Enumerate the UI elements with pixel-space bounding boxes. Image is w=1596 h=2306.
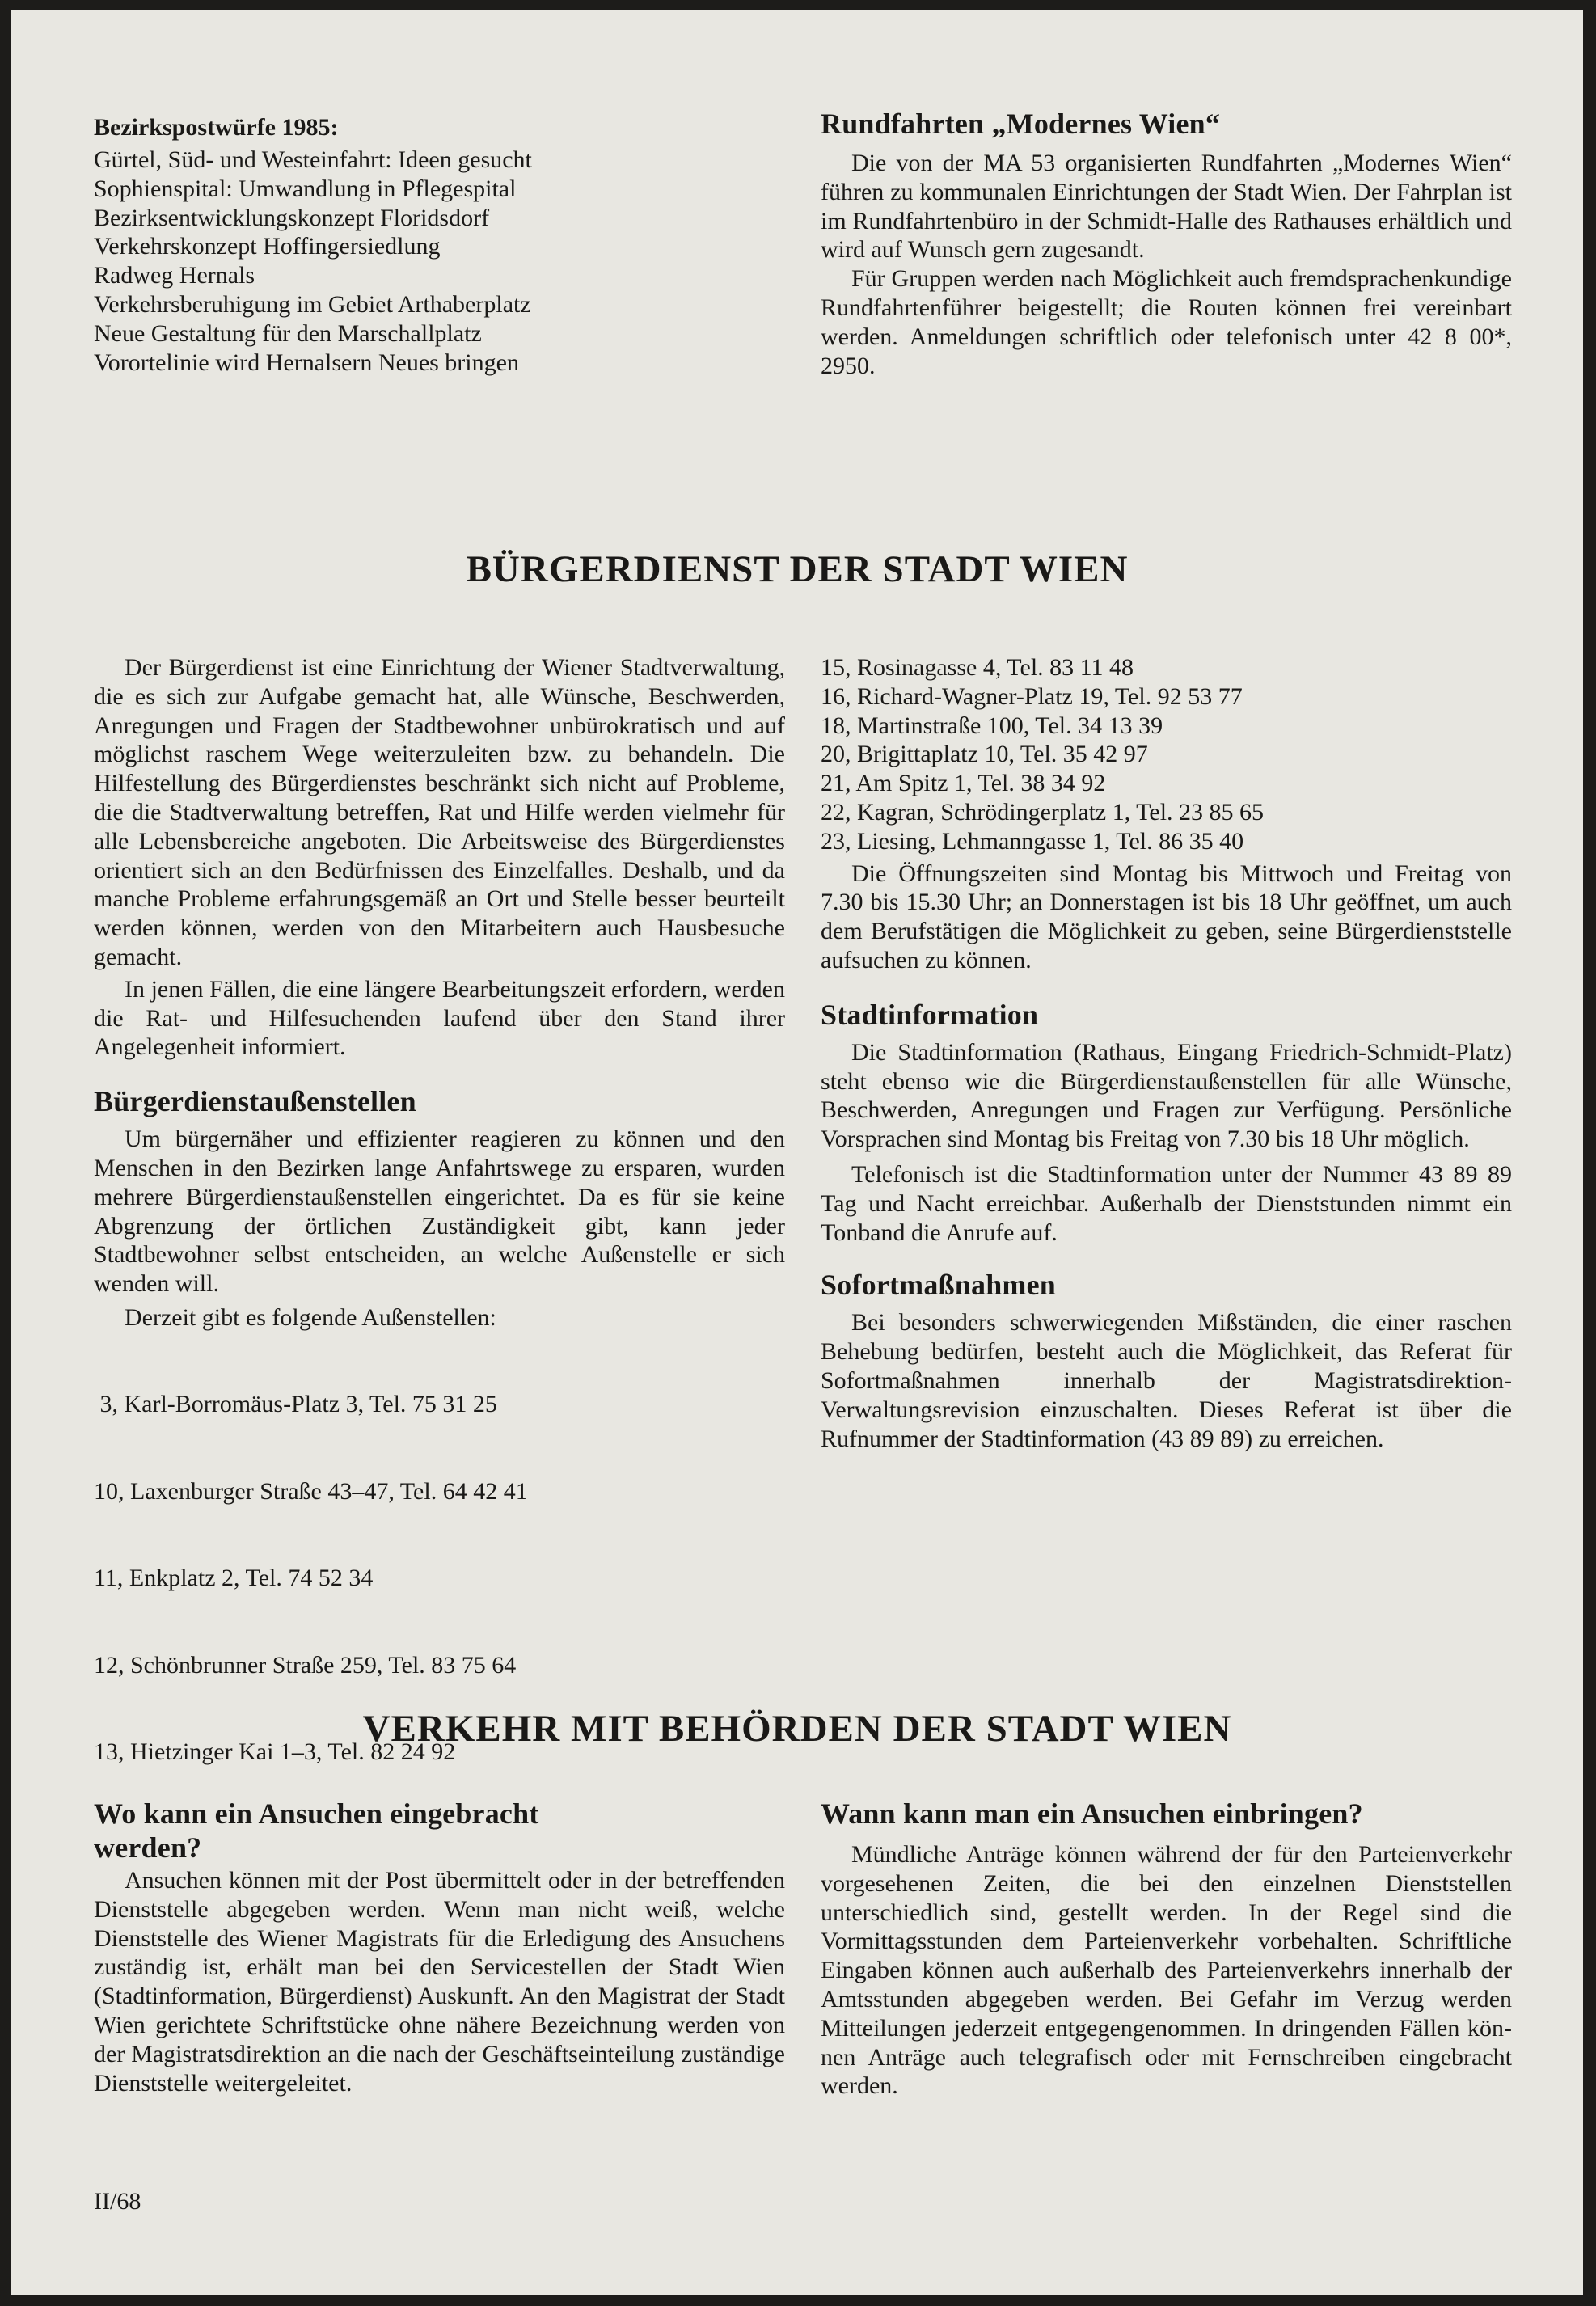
heading-line: werden? [94, 1831, 202, 1864]
verkehr-right-heading: Wann kann man ein Ansuchen einbringen? [821, 1797, 1363, 1830]
paragraph: In jenen Fällen, die eine längere Bearbeitungszeit erfordern, werden die Rat- und Hilfesuchenden laufend über den Stand ihrer Angelegenheit informiert. [94, 975, 785, 1061]
hours-text [821, 859, 1512, 975]
list-item: Neue Gestaltung für den Marschallplatz [94, 319, 482, 347]
list-item: 18, Martinstraße 100, Tel. 34 13 39 [821, 712, 1163, 739]
list-item: 21, Am Spitz 1, Tel. 38 34 92 [821, 770, 1106, 797]
list-item: 20, Brigittaplatz 10, Tel. 35 42 97 [821, 741, 1148, 768]
rundfahrten-text [821, 149, 1512, 380]
buergerdienst-left-column [94, 653, 785, 1824]
stadtinfo-heading: Stadtinformation [821, 998, 1039, 1031]
list-item: Verkehrskonzept Hoffingersiedlung [94, 233, 441, 260]
rundfahrten-heading: Rundfahrten „Modernes Wien“ [821, 108, 1221, 140]
list-item: Radweg Hernals [94, 262, 255, 289]
list-item: 15, Rosinagasse 4, Tel. 83 11 48 [821, 654, 1134, 681]
paragraph: Für Gruppen werden nach Möglichkeit auch fremdsprachenkundige Rundfahrtenführer beigestellt; die Routen können frei vereinbart werden. Anmeldungen schriftlich oder telefonisch unter 42 8 00*, 2950. [821, 265, 1512, 379]
verkehr-right-text [821, 1840, 1512, 2101]
list-item: 22, Kagran, Schrödingerplatz 1, Tel. 23 85 65 [821, 798, 1265, 826]
list-item: Sophienspital: Umwandlung in Pflegespital [94, 175, 517, 202]
verkehr-left-text [94, 1866, 785, 2097]
list-item: Bezirksentwicklungskonzept Floridsdorf [94, 204, 490, 231]
list-intro: Derzeit gibt es folgende Außenstellen: [125, 1303, 496, 1331]
paragraph: Die von der MA 53 organisierten Rundfahrten „Modernes Wien“ führen zu kommunalen Einrichtungen der Stadt Wien. Der Fahrplan ist im Rundfahrtenbüro in der Schmidt-Halle des Rathauses erhältlich und wird auf Wunsch gern zugesandt. [821, 150, 1512, 264]
paragraph: Bei besonders schwerwiegenden Mißständen, die einer raschen Behebung bedürfen, besteht auch die Möglichkeit, das Referat für Sofortmaßnahmen innerhalb der Magistratsdirektion-Verwaltungsrevision einzuschalten. Dieses Referat ist über die Rufnummer der Stadtinformation (43 89 89) zu erreichen. [821, 1309, 1512, 1452]
list-item: 10, Laxenburger Straße 43–47, Tel. 64 42 41 [94, 1477, 528, 1505]
buergerdienst-intro [94, 653, 785, 1062]
postwuerfe-list [94, 146, 676, 377]
heading-line: Wo kann ein Ansuchen eingebracht [94, 1797, 539, 1830]
list-item: 23, Liesing, Lehmanngasse 1, Tel. 86 35 40 [821, 827, 1244, 855]
postwuerfe-heading: Bezirkspostwürfe 1985: [94, 114, 339, 141]
list-item: 3, Karl-Borromäus-Platz 3, Tel. 75 31 25 [94, 1391, 497, 1418]
paragraph: Mündliche Anträge können während der für den Parteienverkehr vorgesehenen Zeiten, die bei den einzelnen Dienststellen unterschiedlich sind, gestellt werden. In der Regel sind die Vormittagsstunden dem Parteienverkehr vorbehalten. Schriftliche Eingaben können auch außerhalb des Parteienverkehrs innerhalb der Amtsstunden abgegeben werden. Bei Gefahr im Verzug werden Mitteilungen jederzeit entgegengenommen. In dringenden Fällen können Anträge auch telegrafisch oder mit Fernschreiben eingebracht werden. [821, 1841, 1512, 2100]
buergerdienst-right-column [821, 653, 1512, 1453]
sofort-heading: Sofortmaßnahmen [821, 1269, 1057, 1302]
list-item: Verkehrsberuhigung im Gebiet Arthaberplatz [94, 290, 531, 318]
list-item: 11, Enkplatz 2, Tel. 74 52 34 [94, 1565, 374, 1592]
aussenstellen-heading: Bürgerdienstaußenstellen [94, 1085, 416, 1118]
list-item: 13, Hietzinger Kai 1–3, Tel. 82 24 92 [94, 1738, 456, 1765]
page-number: II/68 [94, 2188, 141, 2215]
postwuerfe-block [94, 113, 676, 377]
paragraph: Ansuchen können mit der Post übermittelt oder in der betreffenden Dienststelle abgegeben werden. Wenn man nicht weiß, welche Dienststelle des Wiener Magistrats für die Erledigung des Ansuchens zuständig ist, erhält man bei den Servicestellen der Stadt Wien (Stadtinformation, Bürgerdienst) Auskunft. An den Magistrat der Stadt Wien gerichtete Schriftstücke ohne nähere Bezeichnung werden von der Magistratsdirektion an die nach der Geschäftseinteilung zuständige Dienststelle weitergeleitet. [94, 1867, 785, 2097]
paragraph: Die Stadtinformation (Rathaus, Eingang Friedrich-Schmidt-Platz) steht ebenso wie die Bürgerdienstaußenstellen für alle Wünsche, Beschwerden, Anregungen und Fragen zur Verfügung. Persönliche Vorsprachen sind Montag bis Freitag von 7.30 bis 18 Uhr möglich. [821, 1038, 1512, 1153]
list-item: Gürtel, Süd- und Westeinfahrt: Ideen gesucht [94, 146, 532, 173]
rundfahrten-block [821, 107, 1512, 380]
paragraph: Der Bürgerdienst ist eine Einrichtung der Wiener Stadtverwaltung, die es sich zur Aufgabe gemacht hat, alle Wünsche, Beschwerden, Anregungen und Fragen der Stadtbewohner unbürokratisch und auf möglichst raschem Wege weiterzuleiten bzw. zu behandeln. Die Hilfestellung des Bürgerdienstes beschränkt sich nicht auf Probleme, die die Stadtverwaltung betreffen, Rat und Hilfe werden vielmehr für alle Lebensbereiche angeboten. Die Arbeitsweise des Bürgerdienstes orientiert sich an den Bedürfnissen des Einzelfalles. Deshalb, und da manche Probleme erfahrungsgemäß an Ort und Stelle besser beurteilt werden können, werden von den Mitarbeitern auch Hausbesuche gemacht. [94, 654, 785, 970]
aussenstellen-list-right [821, 653, 1512, 856]
sofort-text [821, 1308, 1512, 1453]
verkehr-right-column [821, 1797, 1512, 2101]
paragraph: Um bürgernäher und effizienter reagieren zu können und den Menschen in den Bezirken lange Anfahrtswege zu ersparen, wurden mehrere Bürgerdienstaußenstellen eingerichtet. Da es für sie keine Abgrenzung der örtlichen Zuständigkeit gibt, kann jeder Stadtbewohner selbst entscheiden, an welche Außenstelle er sich wenden will. [94, 1126, 785, 1298]
list-item: Vorortelinie wird Hernalsern Neues bringen [94, 348, 519, 376]
list-item: 12, Schönbrunner Straße 259, Tel. 83 75 64 [94, 1651, 517, 1679]
list-item: 16, Richard-Wagner-Platz 19, Tel. 92 53 77 [821, 682, 1243, 710]
verkehr-left-column [94, 1797, 785, 2097]
verkehr-left-heading [94, 1797, 785, 1865]
verkehr-title: VERKEHR MIT BEHÖRDEN DER STADT WIEN [362, 1708, 1232, 1750]
paragraph: Die Öffnungszeiten sind Montag bis Mittwoch und Freitag von 7.30 bis 15.30 Uhr; an Donnerstagen ist bis 18 Uhr geöffnet, um auch dem Berufstätigen die Möglichkeit zu geben, seine Bürgerdienststelle aufsuchen zu können. [821, 859, 1512, 974]
stadtinfo-text [821, 1038, 1512, 1248]
aussenstellen-text [94, 1125, 785, 1332]
paragraph: Telefonisch ist die Stadtinformation unter der Nummer 43 89 89 Tag und Nacht erreichbar. Außerhalb der Dienststunden nimmt ein Tonband die Anrufe auf. [821, 1160, 1512, 1246]
buergerdienst-title: BÜRGERDIENST DER STADT WIEN [466, 548, 1129, 590]
document-page [11, 10, 1583, 2295]
